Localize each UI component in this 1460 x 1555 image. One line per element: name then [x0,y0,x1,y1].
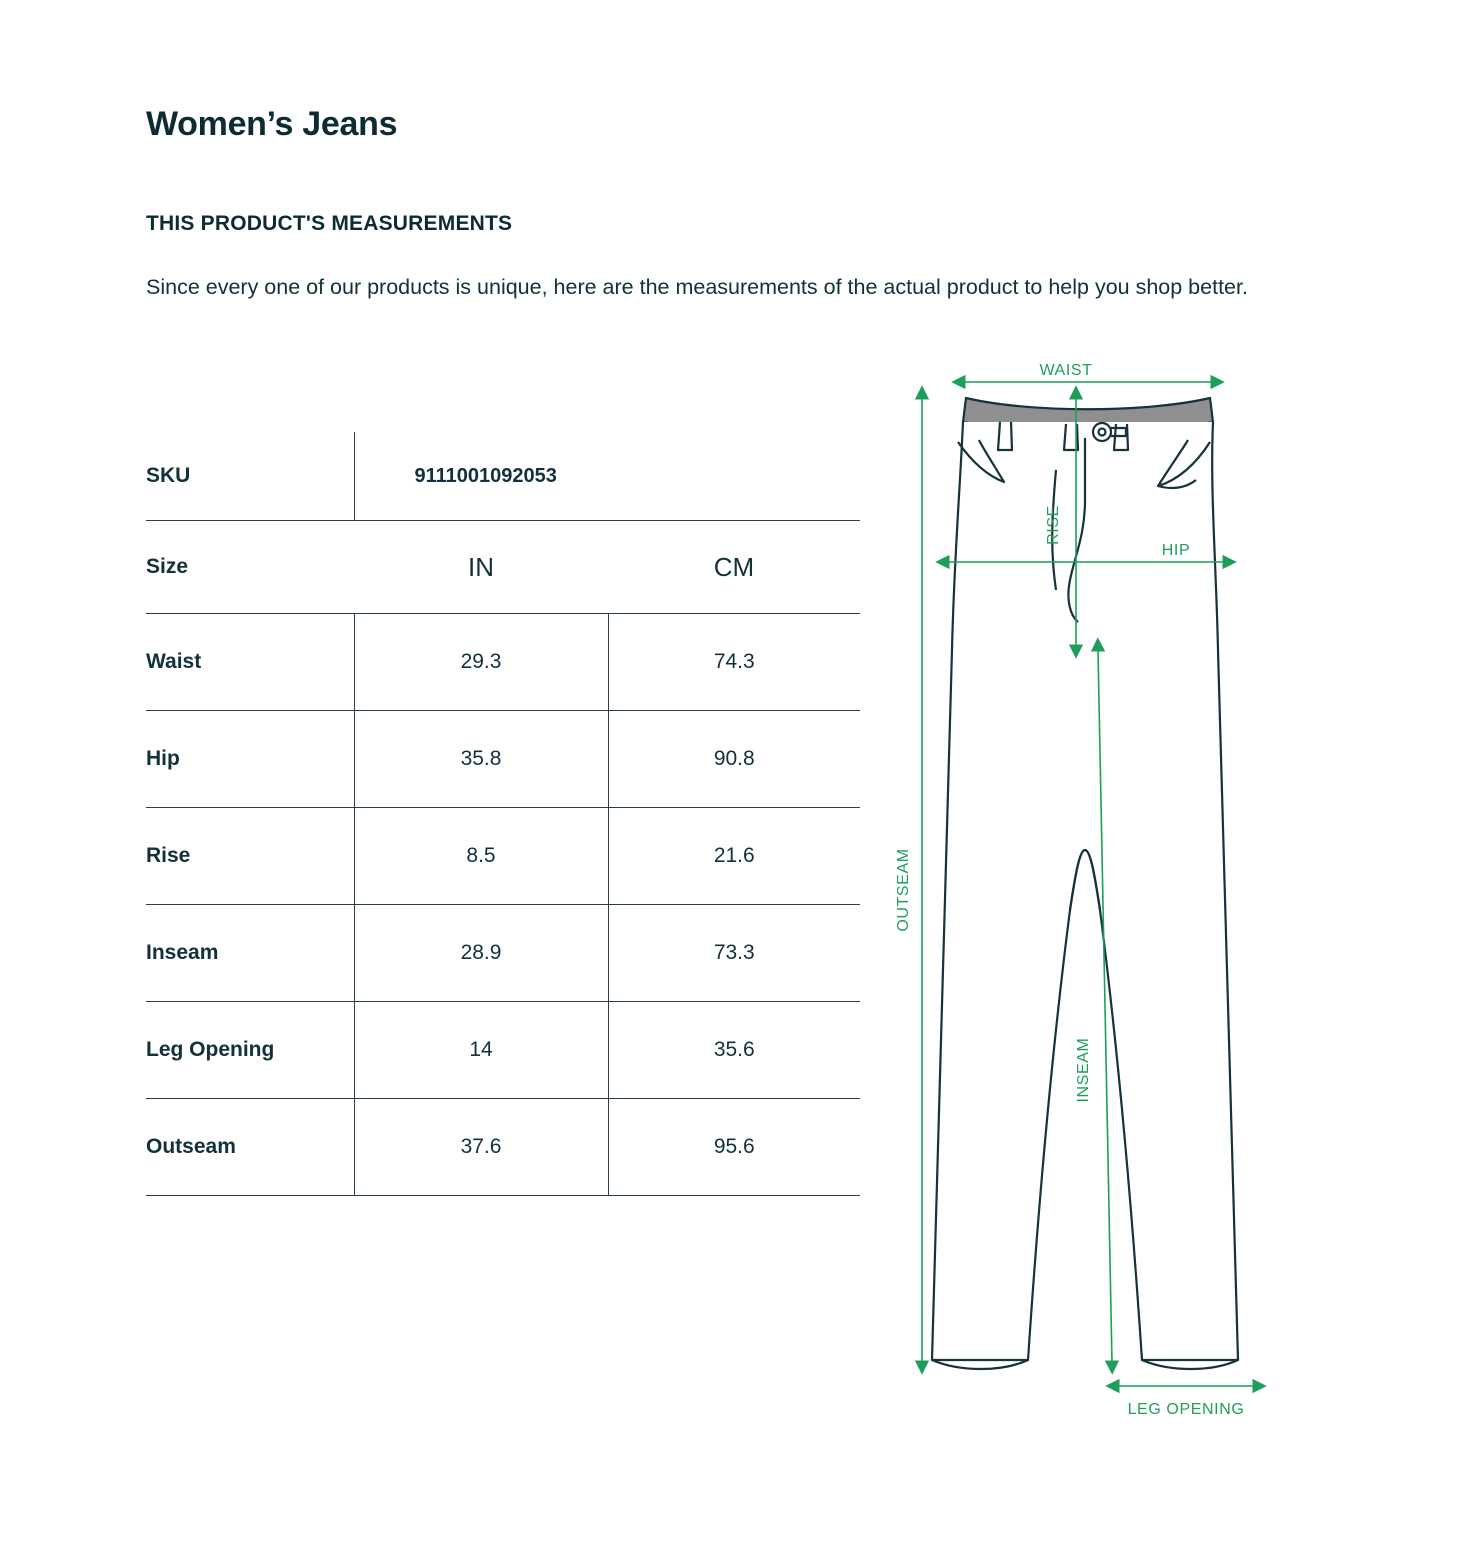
label-inseam: INSEAM [1075,1037,1092,1103]
row-value-outseam-cm: 95.6 [608,1099,860,1196]
table-row [146,905,860,1002]
sku-label: SKU [146,432,354,521]
label-rise: RISE [1045,505,1062,545]
row-label-leg-opening: Leg Opening [146,1002,354,1099]
table-row-sku [146,432,860,521]
row-value-rise-in: 8.5 [354,808,608,905]
row-label-outseam: Outseam [146,1099,354,1196]
row-label-waist: Waist [146,614,354,711]
section-title: THIS PRODUCT'S MEASUREMENTS [146,212,513,235]
row-label-hip: Hip [146,711,354,808]
row-label-rise: Rise [146,808,354,905]
table-header-row [146,521,860,614]
label-hip: HIP [1161,542,1191,559]
row-value-outseam-in: 37.6 [354,1099,608,1196]
row-value-hip-cm: 90.8 [608,711,860,808]
measurements-table-wrap [146,432,860,1196]
row-value-leg-opening-in: 14 [354,1002,608,1099]
table-row [146,808,860,905]
row-value-waist-cm: 74.3 [608,614,860,711]
table-row [146,614,860,711]
table-row [146,711,860,808]
row-value-waist-in: 29.3 [354,614,608,711]
intro-text: Since every one of our products is unique, here are the measurements of the actual product to help you shop better. [146,275,1248,299]
row-value-inseam-in: 28.9 [354,905,608,1002]
row-label-inseam: Inseam [146,905,354,1002]
label-leg-opening: LEG OPENING [1127,1401,1245,1418]
size-label: Size [146,521,354,614]
row-value-hip-in: 35.8 [354,711,608,808]
row-value-inseam-cm: 73.3 [608,905,860,1002]
jeans-diagram [880,350,1300,1450]
sku-value: 9111001092053 [354,432,860,521]
label-outseam: OUTSEAM [895,848,912,932]
page-title: Women’s Jeans [146,105,398,143]
label-waist: WAIST [1039,362,1093,379]
table-row [146,1099,860,1196]
row-value-rise-cm: 21.6 [608,808,860,905]
column-header-cm: CM [608,521,860,614]
measurements-table [146,432,860,1196]
column-header-in: IN [354,521,608,614]
table-row [146,1002,860,1099]
row-value-leg-opening-cm: 35.6 [608,1002,860,1099]
jeans-outline-icon [932,398,1238,1369]
